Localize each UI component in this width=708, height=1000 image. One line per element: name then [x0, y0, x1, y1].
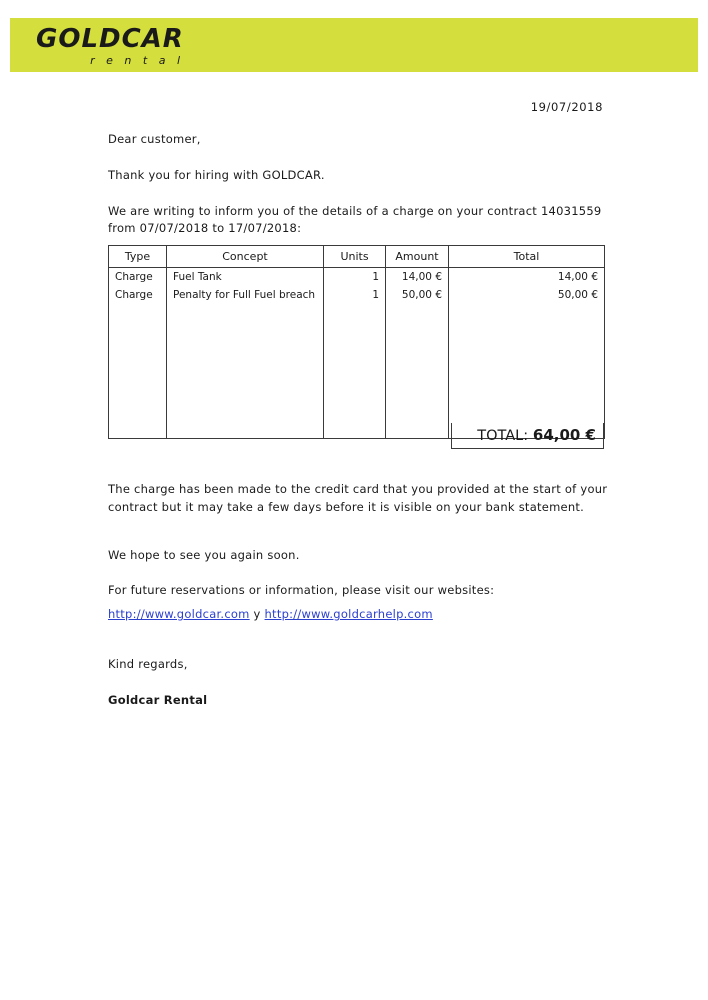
document-date: 19/07/2018: [530, 100, 603, 114]
intro-line-1: We are writing to inform you of the details of a charge on your contract 14031559: [108, 203, 602, 218]
logo-tagline: r e n t a l: [90, 54, 184, 67]
header-total: Total: [449, 246, 605, 268]
signature: Goldcar Rental: [108, 692, 208, 707]
cell-total: 50,00 €: [449, 286, 605, 304]
header-concept: Concept: [167, 246, 324, 268]
table-header-row: [109, 246, 605, 268]
cell-units: 1: [324, 286, 386, 304]
total-value: 64,00 €: [532, 426, 596, 444]
cell-amount: 14,00 €: [386, 268, 449, 287]
hope-paragraph: We hope to see you again soon.: [108, 547, 300, 562]
table-empty-space: [109, 304, 605, 439]
table-row: [109, 268, 605, 287]
intro-line-2: from 07/07/2018 to 17/07/2018:: [108, 221, 302, 236]
goldcar-website-link[interactable]: http://www.goldcar.com: [108, 607, 250, 622]
salutation: Dear customer,: [108, 132, 201, 146]
total-label: TOTAL:: [477, 428, 529, 444]
notice-line-1: The charge has been made to the credit card that you provided at the start of your: [108, 482, 608, 496]
goldcar-logo: [36, 26, 236, 67]
total-row: [451, 423, 604, 449]
header-units: Units: [324, 246, 386, 268]
cell-concept: Penalty for Full Fuel breach: [167, 286, 324, 304]
goldcarhelp-website-link[interactable]: http://www.goldcarhelp.com: [264, 607, 433, 622]
charges-table: [108, 245, 605, 439]
kind-regards: Kind regards,: [108, 657, 188, 672]
cell-type: Charge: [109, 268, 167, 287]
cell-amount: 50,00 €: [386, 286, 449, 304]
letter-body-bottom: [108, 481, 608, 728]
cell-total: 14,00 €: [449, 268, 605, 287]
cell-concept: Fuel Tank: [167, 268, 324, 287]
link-separator: y: [249, 607, 265, 622]
logo-wordmark: GOLDCAR: [36, 24, 184, 54]
websites-intro: For future reservations or information, please visit our websites:: [108, 583, 495, 598]
header-amount: Amount: [386, 246, 449, 268]
website-links: [108, 606, 608, 624]
header-type: Type: [109, 246, 167, 268]
cell-units: 1: [324, 268, 386, 287]
notice-line-2: contract but it may take a few days before it is visible on your bank statement.: [108, 499, 585, 514]
letter-body-top: [108, 131, 608, 256]
header-band: [10, 18, 698, 72]
table-row: [109, 286, 605, 304]
thanks-paragraph: Thank you for hiring with GOLDCAR.: [108, 167, 325, 182]
cell-type: Charge: [109, 286, 167, 304]
